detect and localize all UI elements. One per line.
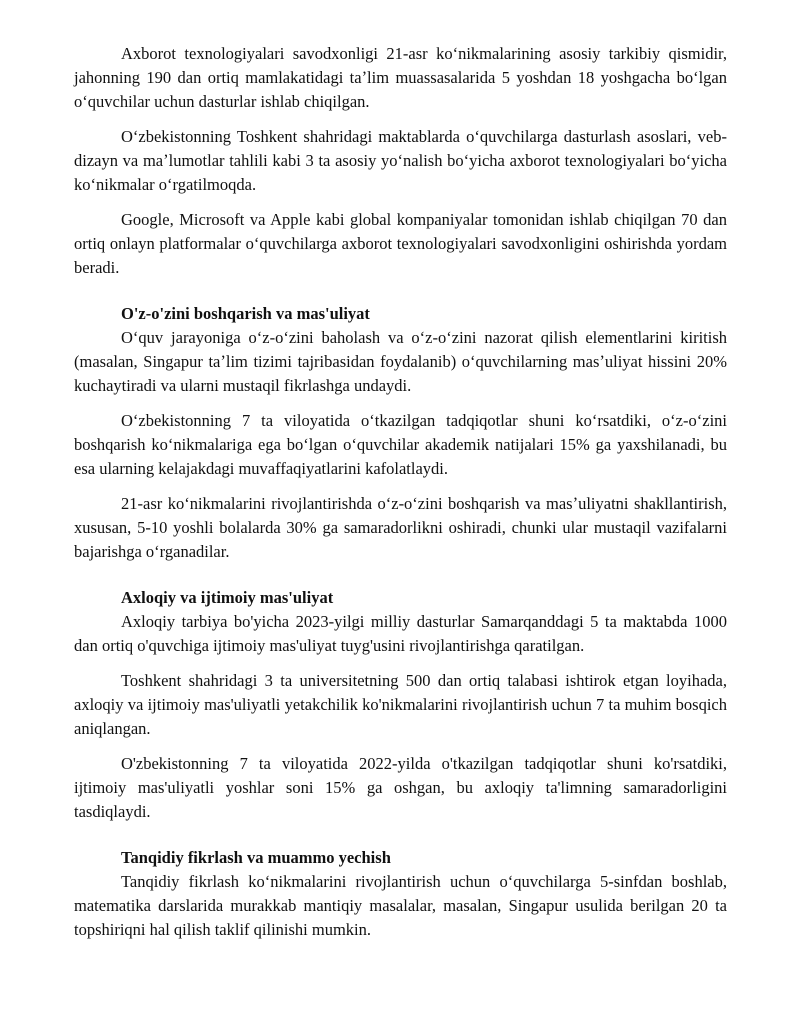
section-heading-ethics: Axloqiy va ijtimoiy mas'uliyat (121, 588, 334, 607)
self-management-paragraph-2: Oʻzbekistonning 7 ta viloyatida oʻtkazilgan tadqiqotlar shuni koʻrsatdiki, oʻz-oʻzini boshqarish koʻnikmalariga ega boʻlgan oʻquvchilar akademik natijalari 15% ga yaxshilanadi, bu esa ularning kelajakdagi muvaffaqiyatlarini kafolatlaydi. (74, 411, 727, 478)
intro-section (74, 42, 727, 280)
ethics-section (74, 586, 727, 824)
intro-paragraph-1: Axborot texnologiyalari savodxonligi 21-asr koʻnikmalarining asosiy tarkibiy qismidir, jahonning 190 dan ortiq mamlakatidagi taʼlim muassasalarida 5 yoshdan 18 yoshgacha boʻlgan oʻquvchilar uchun dasturlar ishlab chiqilgan. (74, 44, 727, 111)
self-management-section (74, 302, 727, 564)
ethics-paragraph-3: O'zbekistonning 7 ta viloyatida 2022-yilda o'tkazilgan tadqiqotlar shuni ko'rsatdiki, ijtimoiy mas'uliyatli yoshlar soni 15% ga oshgan, bu axloqiy ta'limning samaradorligini tasdiqlaydi. (74, 754, 727, 821)
critical-thinking-section (74, 846, 727, 942)
self-management-paragraph-1: Oʻquv jarayoniga oʻz-oʻzini baholash va oʻz-oʻzini nazorat qilish elementlarini kiritish (masalan, Singapur taʼlim tizimi tajribasidan foydalanib) oʻquvchilarning masʼuliyat hissini 20% kuchaytiradi va ularni mustaqil fikrlashga undaydi. (74, 328, 727, 395)
intro-paragraph-2: Oʻzbekistonning Toshkent shahridagi maktablarda oʻquvchilarga dasturlash asoslari, veb-dizayn va maʼlumotlar tahlili kabi 3 ta asosiy yoʻnalish boʻyicha axborot texnologiyalari boʻyicha koʻnikmalar oʻrgatilmoqda. (74, 127, 727, 194)
ethics-paragraph-1: Axloqiy tarbiya bo'yicha 2023-yilgi milliy dasturlar Samarqanddagi 5 ta maktabda 1000 dan ortiq o'quvchiga ijtimoiy mas'uliyat tuyg'usini rivojlantirishga qaratilgan. (74, 612, 727, 655)
ethics-paragraph-2: Toshkent shahridagi 3 ta universitetning 500 dan ortiq talabasi ishtirok etgan loyihada, axloqiy va ijtimoiy mas'uliyatli yetakchilik ko'nikmalarini rivojlantirish uchun 7 ta muhim bosqich aniqlangan. (74, 671, 727, 738)
intro-paragraph-3: Google, Microsoft va Apple kabi global kompaniyalar tomonidan ishlab chiqilgan 70 dan ortiq onlayn platformalar oʻquvchilarga axborot texnologiyalari savodxonligini oshirishda yordam beradi. (74, 210, 727, 277)
self-management-paragraph-3: 21-asr koʻnikmalarini rivojlantirishda oʻz-oʻzini boshqarish va masʼuliyatni shakllantirish, xususan, 5-10 yoshli bolalarda 30% ga samaradorlikni oshiradi, chunki ular mustaqil vazifalarni bajarishga oʻrganadilar. (74, 494, 727, 561)
critical-thinking-paragraph-1: Tanqidiy fikrlash koʻnikmalarini rivojlantirish uchun oʻquvchilarga 5-sinfdan boshlab, matematika darslarida murakkab mantiqiy masalalar, masalan, Singapur usulida berilgan 20 ta topshiriqni hal qilish taklif qilinishi mumkin. (74, 872, 727, 939)
section-heading-self-management: O'z-o'zini boshqarish va mas'uliyat (121, 304, 370, 323)
section-heading-critical-thinking: Tanqidiy fikrlash va muammo yechish (121, 848, 391, 867)
